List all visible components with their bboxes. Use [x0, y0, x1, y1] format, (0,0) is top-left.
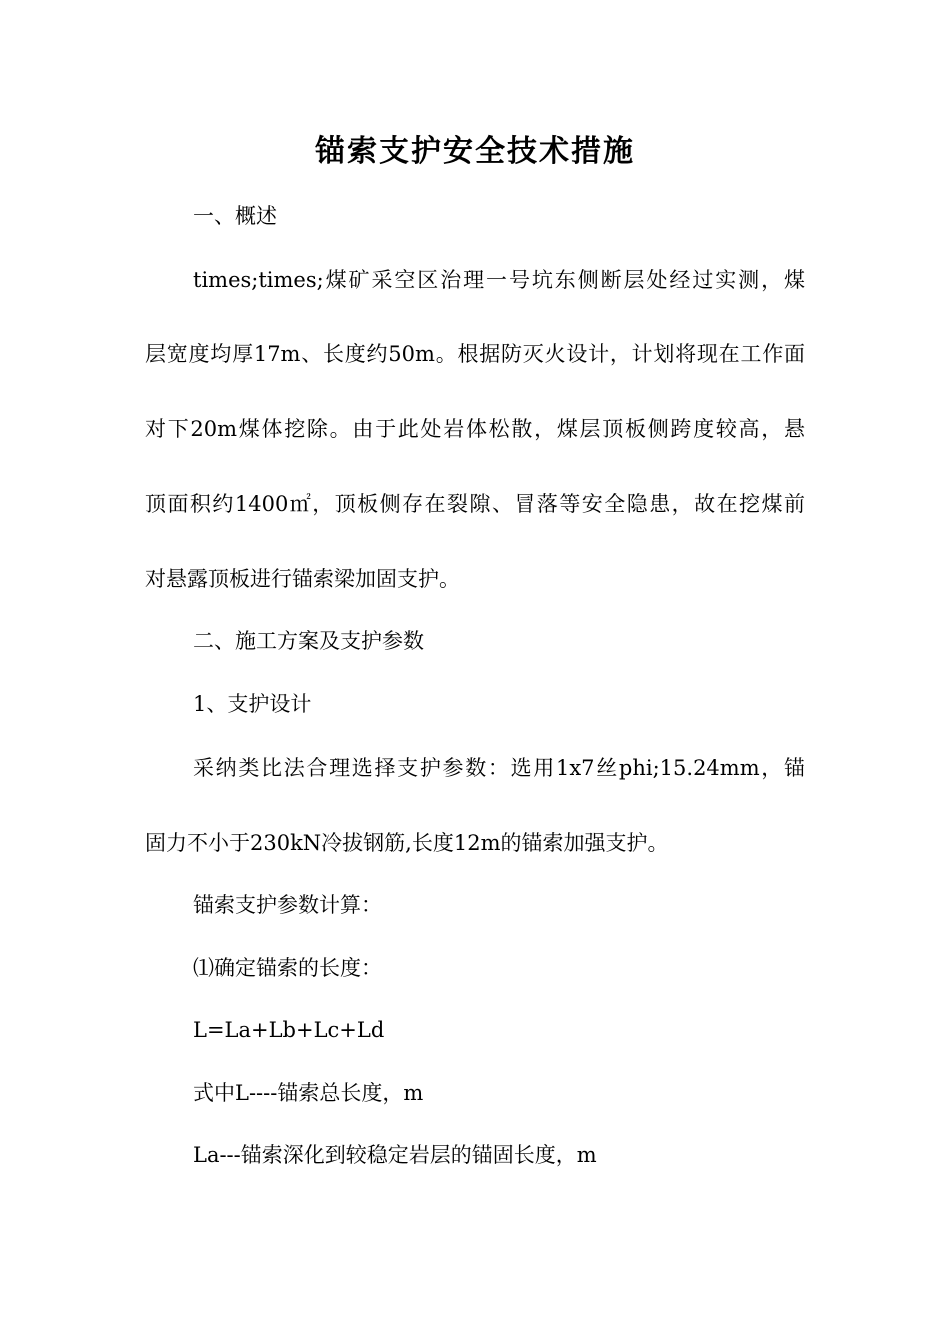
document-title: 锚索支护安全技术措施	[315, 134, 635, 169]
paragraph-line: ⑴确定锚索的长度：	[193, 956, 382, 980]
formula-line: L=La+Lb+Lc+Ld	[193, 1018, 385, 1042]
subsection-heading-support-design: 1、支护设计	[193, 692, 312, 716]
paragraph-line: 采纳类比法合理选择支护参数：选用1x7丝phi;15.24mm，锚	[193, 756, 805, 780]
section-heading-overview: 一、概述	[193, 204, 277, 228]
paragraph-line: 对悬露顶板进行锚索梁加固支护。	[145, 567, 460, 591]
paragraph-line: 锚索支护参数计算：	[193, 893, 382, 917]
paragraph-line: 顶面积约1400㎡，顶板侧存在裂隙、冒落等安全隐患，故在挖煤前	[145, 492, 805, 516]
paragraph-line: 层宽度均厚17m、长度约50m。根据防灭火设计，计划将现在工作面	[145, 342, 805, 366]
section-heading-construction: 二、施工方案及支护参数	[193, 629, 424, 653]
paragraph-line: 式中L----锚索总长度，m	[193, 1081, 424, 1105]
paragraph-line: 固力不小于230kN冷拔钢筋,长度12m的锚索加强支护。	[145, 831, 669, 855]
paragraph-line: times;times;煤矿采空区治理一号坑东侧断层处经过实测，煤	[193, 268, 805, 292]
paragraph-line: La---锚索深化到较稳定岩层的锚固长度，m	[193, 1143, 597, 1167]
paragraph-line: 对下20m煤体挖除。由于此处岩体松散，煤层顶板侧跨度较高，悬	[145, 417, 805, 441]
